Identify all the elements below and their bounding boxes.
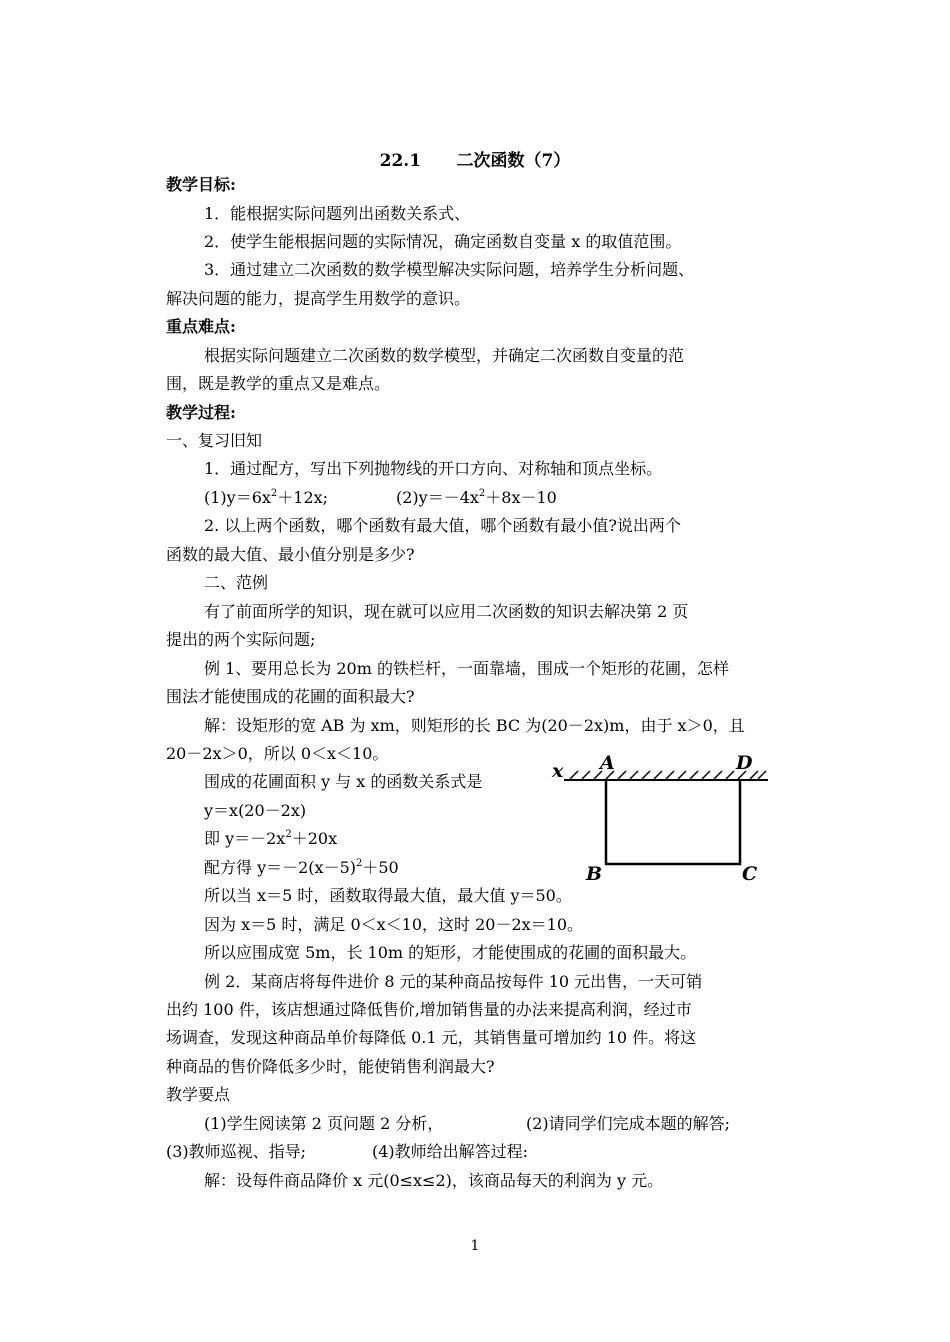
solution-1-line-5-exponent: 2: [285, 828, 292, 840]
solution-1-line-6-b: ＋50: [362, 858, 399, 877]
goals-heading: 教学目标:: [166, 175, 236, 194]
solution-1-line-5: [204, 829, 337, 849]
example-2-line-2: 出约 100 件，该店想通过降低售价,增加销售量的办法来提高利润，经过市: [166, 1000, 692, 1019]
formula-1: [204, 488, 328, 508]
formula-1-part-b: ＋12x;: [277, 488, 329, 507]
rectangle-figure: [548, 750, 774, 886]
solution-1-line-4: y＝x(20－2x): [204, 801, 307, 820]
review-heading: 一、复习旧知: [166, 431, 263, 450]
example-1-line-1: 例 1、要用总长为 20m 的铁栏杆，一面靠墙，围成一个矩形的花圃，怎样: [204, 659, 729, 678]
label-b: B: [586, 863, 603, 885]
teaching-point-2: (2)请同学们完成本题的解答;: [526, 1114, 731, 1133]
process-heading: 教学过程:: [166, 403, 236, 422]
review-item-2-line-1: 2. 以上两个函数，哪个函数有最大值，哪个函数有最小值?说出两个: [204, 516, 681, 535]
solution-1-line-7: 所以当 x＝5 时，函数取得最大值，最大值 y＝50。: [204, 886, 572, 905]
formula-2: [396, 488, 557, 508]
key-heading: 重点难点:: [166, 317, 236, 336]
example-2-line-3: 场调查，发现这种商品单价每降低 0.1 元，其销售量可增加约 10 件。将这: [166, 1028, 697, 1047]
label-d: D: [736, 752, 753, 774]
formula-1-exponent: 2: [270, 487, 278, 499]
example-2-line-4: 种商品的售价降低多少时，能使销售利润最大?: [166, 1057, 495, 1076]
solution-1-line-2: 20－2x＞0，所以 0＜x＜10。: [166, 744, 389, 763]
key-line-1: 根据实际问题建立二次函数的数学模型，并确定二次函数自变量的范: [204, 346, 685, 365]
review-item-2-line-2: 函数的最大值、最小值分别是多少?: [166, 545, 415, 564]
example-2-line-1: 例 2．某商店将每件进价 8 元的某种商品按每件 10 元出售，一天可销: [204, 972, 703, 991]
goal-1: 1．能根据实际问题列出函数关系式、: [204, 204, 471, 223]
intro-line-1: 有了前面所学的知识，现在就可以应用二次函数的知识去解决第 2 页: [204, 602, 689, 621]
teaching-point-1: (1)学生阅读第 2 页问题 2 分析，: [204, 1114, 444, 1133]
formula-2-exponent: 2: [478, 487, 486, 499]
teaching-points-heading: 教学要点: [166, 1085, 231, 1104]
page-title: 22.1 二次函数（7）: [379, 151, 571, 171]
label-c: C: [742, 863, 758, 885]
intro-line-2: 提出的两个实际问题;: [166, 630, 316, 649]
label-x: x: [552, 760, 564, 782]
formula-2-part-a: (2)y＝－4x: [396, 488, 479, 507]
label-a: A: [600, 752, 615, 774]
page-number: 1: [470, 1238, 480, 1254]
solution-1-line-6-exponent: 2: [356, 857, 363, 869]
solution-2-line-1: 解：设每件商品降价 x 元(0≤x≤2)，该商品每天的利润为 y 元。: [204, 1171, 664, 1190]
goal-3-line-1: 3．通过建立二次函数的数学模型解决实际问题，培养学生分析问题、: [204, 260, 695, 279]
rectangle-outline: [606, 780, 740, 864]
teaching-point-4: (4)教师给出解答过程:: [372, 1142, 529, 1161]
teaching-point-3: (3)教师巡视、指导;: [166, 1142, 307, 1161]
example-1-line-2: 围法才能使围成的花圃的面积最大?: [166, 687, 415, 706]
solution-1-line-3: 围成的花圃面积 y 与 x 的函数关系式是: [204, 772, 483, 791]
solution-1-line-9: 所以应围成宽 5m，长 10m 的矩形，才能使围成的花圃的面积最大。: [204, 943, 697, 962]
solution-1-line-5-b: ＋20x: [291, 829, 338, 848]
solution-1-line-8: 因为 x＝5 时，满足 0＜x＜10，这时 20－2x＝10。: [204, 915, 584, 934]
goal-2: 2．使学生能根据问题的实际情况，确定函数自变量 x 的取值范围。: [204, 232, 682, 251]
formula-2-part-b: ＋8x－10: [485, 488, 557, 507]
goal-3-line-2: 解决问题的能力，提高学生用数学的意识。: [166, 289, 471, 308]
formula-1-part-a: (1)y＝6x: [204, 488, 271, 507]
examples-heading: 二、范例: [204, 573, 269, 592]
key-line-2: 围，既是教学的重点又是难点。: [166, 374, 391, 393]
solution-1-line-6-a: 配方得 y＝－2(x－5): [204, 858, 356, 877]
solution-1-line-1: 解：设矩形的宽 AB 为 xm，则矩形的长 BC 为(20－2x)m，由于 x＞0，且: [204, 716, 745, 735]
review-item-1: 1．通过配方，写出下列抛物线的开口方向、对称轴和顶点坐标。: [204, 459, 663, 478]
solution-1-line-6: [204, 858, 399, 878]
solution-1-line-5-a: 即 y＝－2x: [204, 829, 286, 848]
